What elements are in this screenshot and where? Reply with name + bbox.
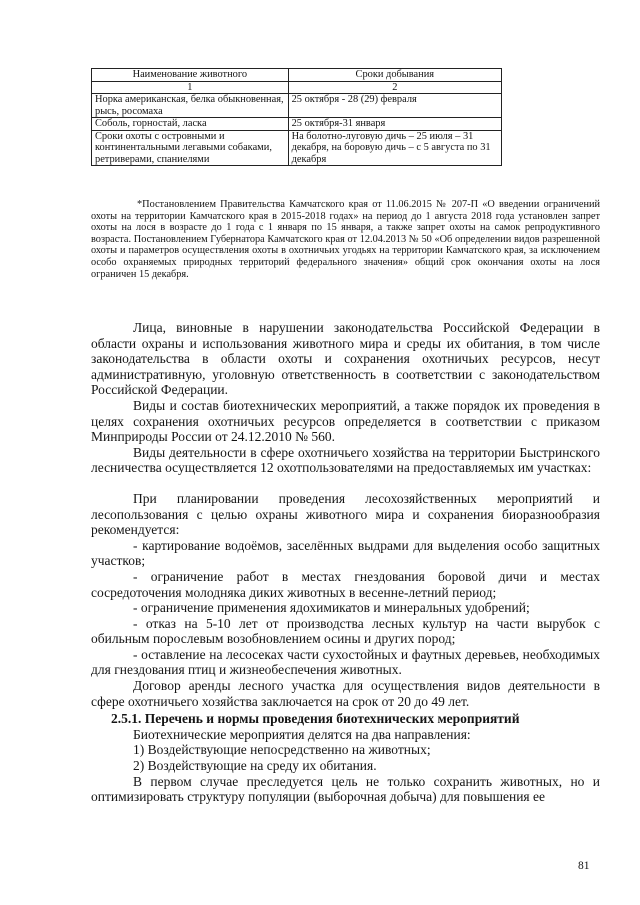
column-number-2: 2 [288,81,501,94]
recommendation-item: - ограничение работ в местах гнездования боровой дичи и местах сосредоточения молодняка диких животных в весенне-летний период; [91,568,600,600]
page-number: 81 [578,860,590,872]
paragraph: Виды деятельности в сфере охотничьего хозяйства на территории Быстринского лесничества осуществляется 12 охотпользователями на предоставляемых им участках: [91,444,600,476]
table-cell-period: 25 октября - 28 (29) февраля [288,94,501,118]
column-number-1: 1 [92,81,289,94]
paragraph: При планировании проведения лесохозяйственных мероприятий и лесопользования с целью охраны животного мира и сохранения биоразнообразия рекомендуется: [91,490,600,538]
recommendation-item: - картирование водоёмов, заселённых выдрами для выделения особо защитных участков; [91,537,600,569]
footnote-text: *Постановлением Правительства Камчатского края от 11.06.2015 № 207-П «О введении ограничений охоты на территории Камчатского края в 2015-2018 годах» на период до 1 августа 2018 года установлен запрет охоты на лося в возрасте до 1 года с 1 января по 15 января, а также запрет охоты на самок репродуктивного возраста. Постановлением Губернатора Камчатского края от 12.04.2013 № 50 «Об определении видов разрешенной охоты и параметров осуществления охоты в охотничьих угодьях на территории Камчатского края, за исключением особо охраняемых природных территорий федерального значения» общий срок окончания охоты на лося ограничен 15 декабря. [91,199,600,280]
list-item: 1) Воздействующие непосредственно на животных; [133,742,431,758]
table-cell-period: На болотно-луговую дичь – 25 июля – 31 декабря, на боровую дичь – с 5 августа по 31 декабря [288,130,501,166]
table-cell-period: 25 октября-31 января [288,118,501,131]
table-row [92,130,502,166]
main-text [91,320,600,805]
table-header-row [92,69,502,82]
recommendation-item: - отказ на 5-10 лет от производства лесных культур на части вырубок с обильным порослевым возобновлением осины и других пород; [91,615,600,647]
paragraph: Виды и состав биотехнических мероприятий, а также порядок их проведения в целях сохранения охотничьих ресурсов определяется в соответствии с приказом Минприроды России от 24.12.2010 № 560. [91,397,600,445]
hunting-periods-table [91,68,502,166]
table-cell-animal: Соболь, горностай, ласка [92,118,289,131]
footnote [91,199,600,280]
table-cell-animal: Сроки охоты с островными и континентальными легавыми собаками, ретриверами, спаниелями [92,130,289,166]
table-row [92,94,502,118]
header-animal: Наименование животного [92,69,289,82]
list-item: 2) Воздействующие на среду их обитания. [133,758,377,774]
paragraph: В первом случае преследуется цель не только сохранить животных, но и оптимизировать структуру популяции (выборочная добыча) для повышения ее [91,773,600,805]
table-number-row [92,81,502,94]
recommendation-item: - ограничение применения ядохимикатов и минеральных удобрений; [133,600,530,616]
recommendation-item: - оставление на лесосеках части сухостойных и фаутных деревьев, необходимых для гнездования птиц и жизнеобеспечения животных. [91,646,600,678]
paragraph: Договор аренды лесного участка для осуществления видов деятельности в сфере охотничьего хозяйства заключается на срок от 20 до 49 лет. [91,678,600,709]
table-cell-animal: Норка американская, белка обыкновенная, рысь, росомаха [92,94,289,118]
paragraph: Биотехнические мероприятия делятся на два направления: [133,726,471,742]
table-row [92,118,502,131]
header-period: Сроки добывания [288,69,501,82]
section-heading: 2.5.1. Перечень и нормы проведения биотехнических мероприятий [111,711,520,727]
paragraph: Лица, виновные в нарушении законодательства Российской Федерации в области охраны и использования животного мира и среды их обитания, в том числе законодательства в области охоты и сохранения охотничьих ресурсов, несут административную, уголовную ответственность в соответствии с законодательством Российской Федерации. [91,320,600,398]
